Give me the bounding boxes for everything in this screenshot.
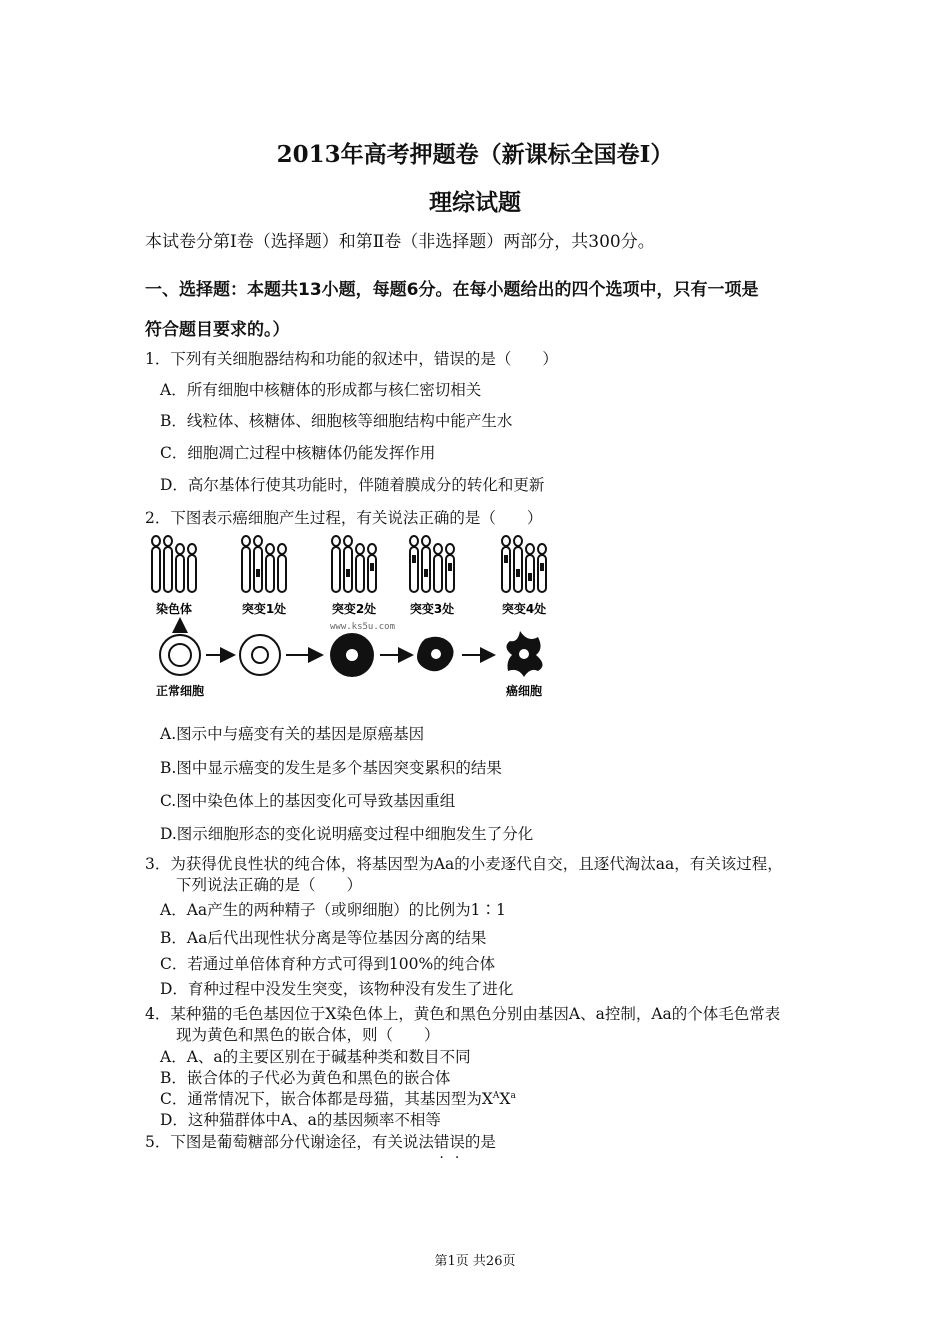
q3-stem-line2: 下列说法正确的是（ ） xyxy=(176,876,363,894)
section-heading-line2: 符合题目要求的。） xyxy=(145,320,290,340)
section-heading-line1: 一、选择题：本题共13小题，每题6分。在每小题给出的四个选项中，只有一项是 xyxy=(145,280,759,300)
figure-label-chromosome: 染色体 xyxy=(155,602,193,616)
q4-stem-line2: 现为黄色和黑色的嵌合体，则（ ） xyxy=(176,1026,440,1044)
q2-option-b: B.图中显示癌变的发生是多个基因突变累积的结果 xyxy=(160,759,502,777)
q1-option-c: C．细胞凋亡过程中核糖体仍能发挥作用 xyxy=(160,444,436,462)
figure-label-mutation-1: 突变1处 xyxy=(241,602,287,616)
q1-option-b: B．线粒体、核糖体、细胞核等细胞结构中能产生水 xyxy=(160,412,513,430)
figure-watermark: www.ks5u.com xyxy=(330,622,396,632)
q3-option-d: D．育种过程中没发生突变，该物种没有发生了进化 xyxy=(160,980,514,998)
q2-option-c: C.图中染色体上的基因变化可导致基因重组 xyxy=(160,792,456,810)
figure-label-normal-cell: 正常细胞 xyxy=(155,684,205,698)
q1-option-d: D．高尔基体行使其功能时，伴随着膜成分的转化和更新 xyxy=(160,476,545,494)
q2-stem: 2．下图表示癌细胞产生过程，有关说法正确的是（ ） xyxy=(145,509,543,527)
q3-option-b: B．Aa后代出现性状分离是等位基因分离的结果 xyxy=(160,929,487,947)
q2-option-d: D.图示细胞形态的变化说明癌变过程中细胞发生了分化 xyxy=(160,825,534,843)
page-title: 2013年高考押题卷（新课标全国卷Ⅰ） xyxy=(276,141,674,168)
q3-option-a: A．Aa产生的两种精子（或卵细胞）的比例为1∶1 xyxy=(160,901,506,919)
cancer-process-figure xyxy=(140,533,580,703)
q1-stem: 1．下列有关细胞器结构和功能的叙述中，错误的是（ ） xyxy=(145,350,558,368)
q4-option-a: A．A、a的主要区别在于碱基种类和数目不同 xyxy=(160,1048,471,1066)
q3-stem-line1: 3．为获得优良性状的纯合体，将基因型为Aa的小麦逐代自交，且逐代淘汰aa，有关该过程， xyxy=(145,855,783,873)
figure-label-mutation-2: 突变2处 xyxy=(331,602,377,616)
q4-option-d: D．这种猫群体中A、a的基因频率不相等 xyxy=(160,1111,441,1129)
q2-option-a: A.图示中与癌变有关的基因是原癌基因 xyxy=(160,725,425,743)
cancer-process-diagram xyxy=(140,533,580,703)
q1-option-a: A．所有细胞中核糖体的形成都与核仁密切相关 xyxy=(160,381,482,399)
intro-text: 本试卷分第Ⅰ卷（选择题）和第Ⅱ卷（非选择题）两部分，共300分。 xyxy=(145,232,655,252)
figure-label-mutation-3: 突变3处 xyxy=(409,602,455,616)
q4-option-b: B．嵌合体的子代必为黄色和黑色的嵌合体 xyxy=(160,1069,451,1087)
page-footer: 第1页 共26页 xyxy=(434,1254,516,1269)
figure-label-cancer-cell: 癌细胞 xyxy=(505,684,543,698)
q3-option-c: C．若通过单倍体育种方式可得到100%的纯合体 xyxy=(160,955,496,973)
page-subtitle: 理综试题 xyxy=(429,189,521,216)
q4-option-c: C．通常情况下，嵌合体都是母猫，其基因型为$X^AX^a$ xyxy=(160,1090,516,1108)
figure-label-mutation-4: 突变4处 xyxy=(501,602,547,616)
q5-stem: 5．下图是葡萄糖部分代谢途径，有关说法错误的是 xyxy=(145,1133,496,1151)
q4-stem-line1: 4．某种猫的毛色基因位于X染色体上，黄色和黑色分别由基因A、a控制，Aa的个体毛色常表 xyxy=(145,1005,781,1023)
